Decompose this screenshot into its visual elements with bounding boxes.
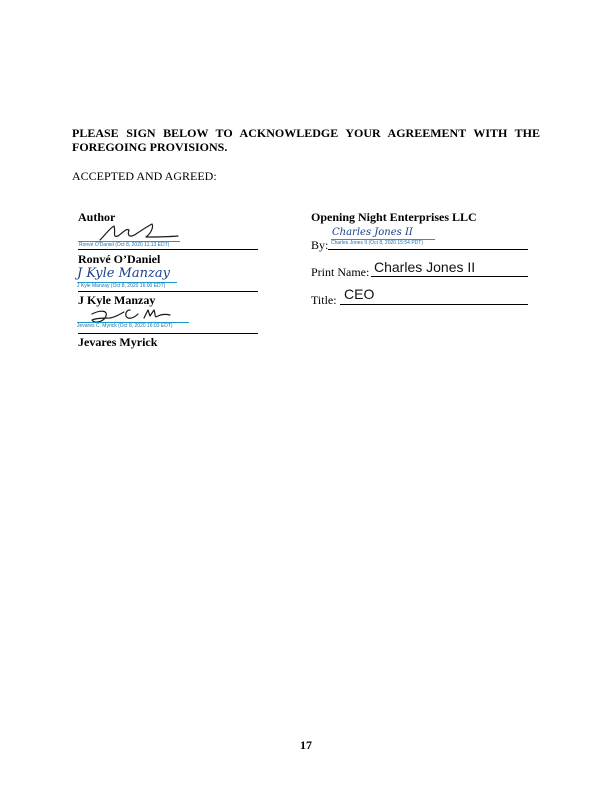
print-name-label: Print Name: <box>311 265 370 279</box>
title-line <box>340 304 528 305</box>
accepted-and-agreed-label: ACCEPTED AND AGREED: <box>72 169 217 183</box>
signature-j-kyle-manzay: J Kyle Manzay <box>77 266 170 281</box>
print-name-field[interactable]: Charles Jones II <box>374 259 476 275</box>
esign-timestamp: J Kyle Manzay (Oct 8, 2020 16:00 EDT) <box>77 283 166 289</box>
signer-name: J Kyle Manzay <box>78 293 156 307</box>
signature-line <box>78 249 258 250</box>
esign-timestamp: Charles Jones II (Oct 8, 2020 15:54 PDT) <box>331 240 423 246</box>
company-name: Opening Night Enterprises LLC <box>311 210 477 224</box>
signature-line <box>78 291 258 292</box>
print-name-line <box>371 276 528 277</box>
signer-name: Ronvé O’Daniel <box>78 252 161 266</box>
esign-timestamp: Jevares C. Myrick (Oct 8, 2020 16:03 EDT) <box>77 323 173 329</box>
esign-timestamp: Ronvé O'Daniel (Oct 8, 2020 11:13 EDT) <box>79 242 170 248</box>
page-number: 17 <box>300 738 312 752</box>
signature-line <box>78 333 258 334</box>
title-label: Title: <box>311 293 337 307</box>
by-label: By: <box>311 238 329 252</box>
acknowledgement-heading: PLEASE SIGN BELOW TO ACKNOWLEDGE YOUR AGREEMENT WITH THE FOREGOING PROVISIONS. <box>72 126 540 154</box>
title-field[interactable]: CEO <box>344 286 375 302</box>
signer-name: Jevares Myrick <box>78 335 158 349</box>
by-signature-line <box>328 249 528 250</box>
author-section-label: Author <box>78 210 116 224</box>
signature-charles-jones: Charles Jones II <box>332 227 413 238</box>
